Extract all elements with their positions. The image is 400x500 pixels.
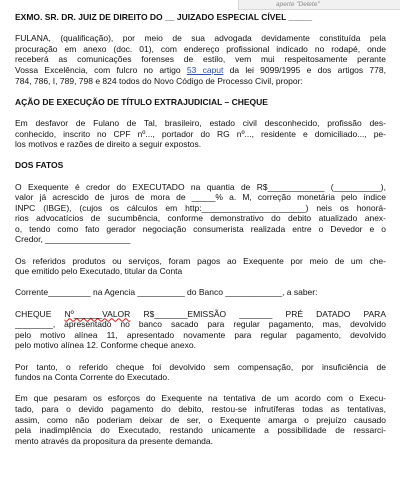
text-line: Os referidos produtos ou serviços, foram pagos ao Exequente por meio de um che- (15, 255, 386, 266)
text-line: O Exequente é credor do EXECUTADO na quantia de R$____________ (__________), (15, 181, 386, 192)
text-line: pelo motivo alínea 11, apresentado novamente para regular pagamento, devolvido (15, 329, 386, 340)
text-line: o, tendo como fato gerador negociação consumerista realizada entre o Devedor e o (15, 223, 386, 234)
text-line: Credor, __________________ (15, 234, 131, 245)
text-line: EXMO. SR. DR. JUIZ DE DIREITO DO __ JUIZADO ESPECIAL CÍVEL _____ (15, 12, 313, 22)
text-line: Corrente_________ na Agencia __________ do Banco ____________, a saber: (15, 287, 318, 298)
paragraph-spacer (15, 245, 386, 256)
paragraph (15, 118, 386, 150)
text-line: pela inadimplência do Executado, restando unicamente a possibilidade de ressarci- (15, 425, 386, 436)
spellcheck-flag: Nº______VALOR (64, 308, 131, 319)
text-line: CHEQUE Nº______VALOR R$_______EMISSÃO _______ PRÉ DATADO PARA (15, 308, 386, 319)
document-page (15, 12, 386, 500)
paragraph-spacer (15, 107, 386, 118)
text-line: conhecido, inscrito no CPF nº..., portador do RG nº..., residente e domiciliado..., pe- (15, 128, 386, 139)
text-line: Em desfavor de Fulano de Tal, brasileiro, estado civil desconhecido, profissão des- (15, 117, 386, 128)
text-line: DOS FATOS (15, 160, 64, 171)
paragraph (15, 362, 386, 383)
text-line: fundos na Conta Corrente do Executado. (15, 372, 170, 383)
law-reference-link[interactable]: 53 caput (186, 64, 224, 75)
section-heading (15, 12, 386, 23)
delete-hint-watermark: aperte "Delete" (238, 0, 400, 10)
text-line: 784, 786, I, 789, 798 e 824 todos do Novo Código de Processo Civil, propor: (15, 75, 303, 86)
paragraph-spacer (15, 150, 386, 161)
text-line: pelo motivo alínea 12. Conforme cheque anexo. (15, 340, 196, 351)
paragraph (15, 287, 386, 298)
text-line: que emitido pelo Executado, titular da Conta (15, 266, 183, 277)
text-line: mento através da propositura da presente demanda. (15, 435, 213, 446)
paragraph (15, 182, 386, 246)
section-heading (15, 97, 386, 108)
text-line: Vossa Excelência, com fulcro no artigo 53 caput da lei 9099/1995 e dos artigos 778, (15, 64, 386, 75)
paragraph-spacer (15, 171, 386, 182)
paragraph (15, 33, 386, 86)
text-line: AÇÃO DE EXECUÇÃO DE TÍTULO EXTRAJUDICIAL – CHEQUE (15, 96, 268, 107)
paragraph-spacer (15, 277, 386, 288)
text-line: INPC (IBGE), (cujos os cálculos em http:______________________) neis os honorá- (15, 202, 386, 213)
paragraph-spacer (15, 298, 386, 309)
text-line: ________, apresentado no banco sacado para regular pagamento, mas, devolvido (15, 319, 386, 330)
paragraph-spacer (15, 23, 386, 34)
text-line: procuração em anexo (doc. 01), com endereço profissional indicado no rodapé, onde (15, 43, 386, 54)
text-line: tado, para o devido pagamento do debito, restou-se infrutíferas todas as tentativas, (15, 403, 386, 414)
paragraph (15, 256, 386, 277)
text-line: FULANA, (qualificação), por meio de sua advogada devidamente constituída pela (15, 33, 386, 44)
text-line: Por tanto, o referido cheque foi devolvido sem compensação, por insuficiência de (15, 361, 386, 372)
text-line: assim, como não poderiam deixar de ser, o Exequente amarga o prejuízo causado (15, 414, 386, 425)
text-line: receberá as comunicações forenses de estilo, vem mui respeitosamente perante (15, 54, 386, 65)
paragraph-spacer (15, 351, 386, 362)
paragraph (15, 393, 386, 446)
paragraph-spacer (15, 383, 386, 394)
text-line: rios advocatícios de sucumbência, conforme demonstrativo do debito atualizado anex- (15, 213, 386, 224)
section-heading (15, 160, 386, 171)
paragraph-spacer (15, 86, 386, 97)
paragraph (15, 309, 386, 351)
text-line: valor já acrescido de juros de mora de _____% a. M, correção monetária pelo índice (15, 192, 386, 203)
text-line: los motivos e razões de direito a seguir expostos. (15, 139, 202, 150)
text-line: Em que pesaram os esforços do Exequente na tentativa de um acordo com o Execu- (15, 393, 386, 404)
